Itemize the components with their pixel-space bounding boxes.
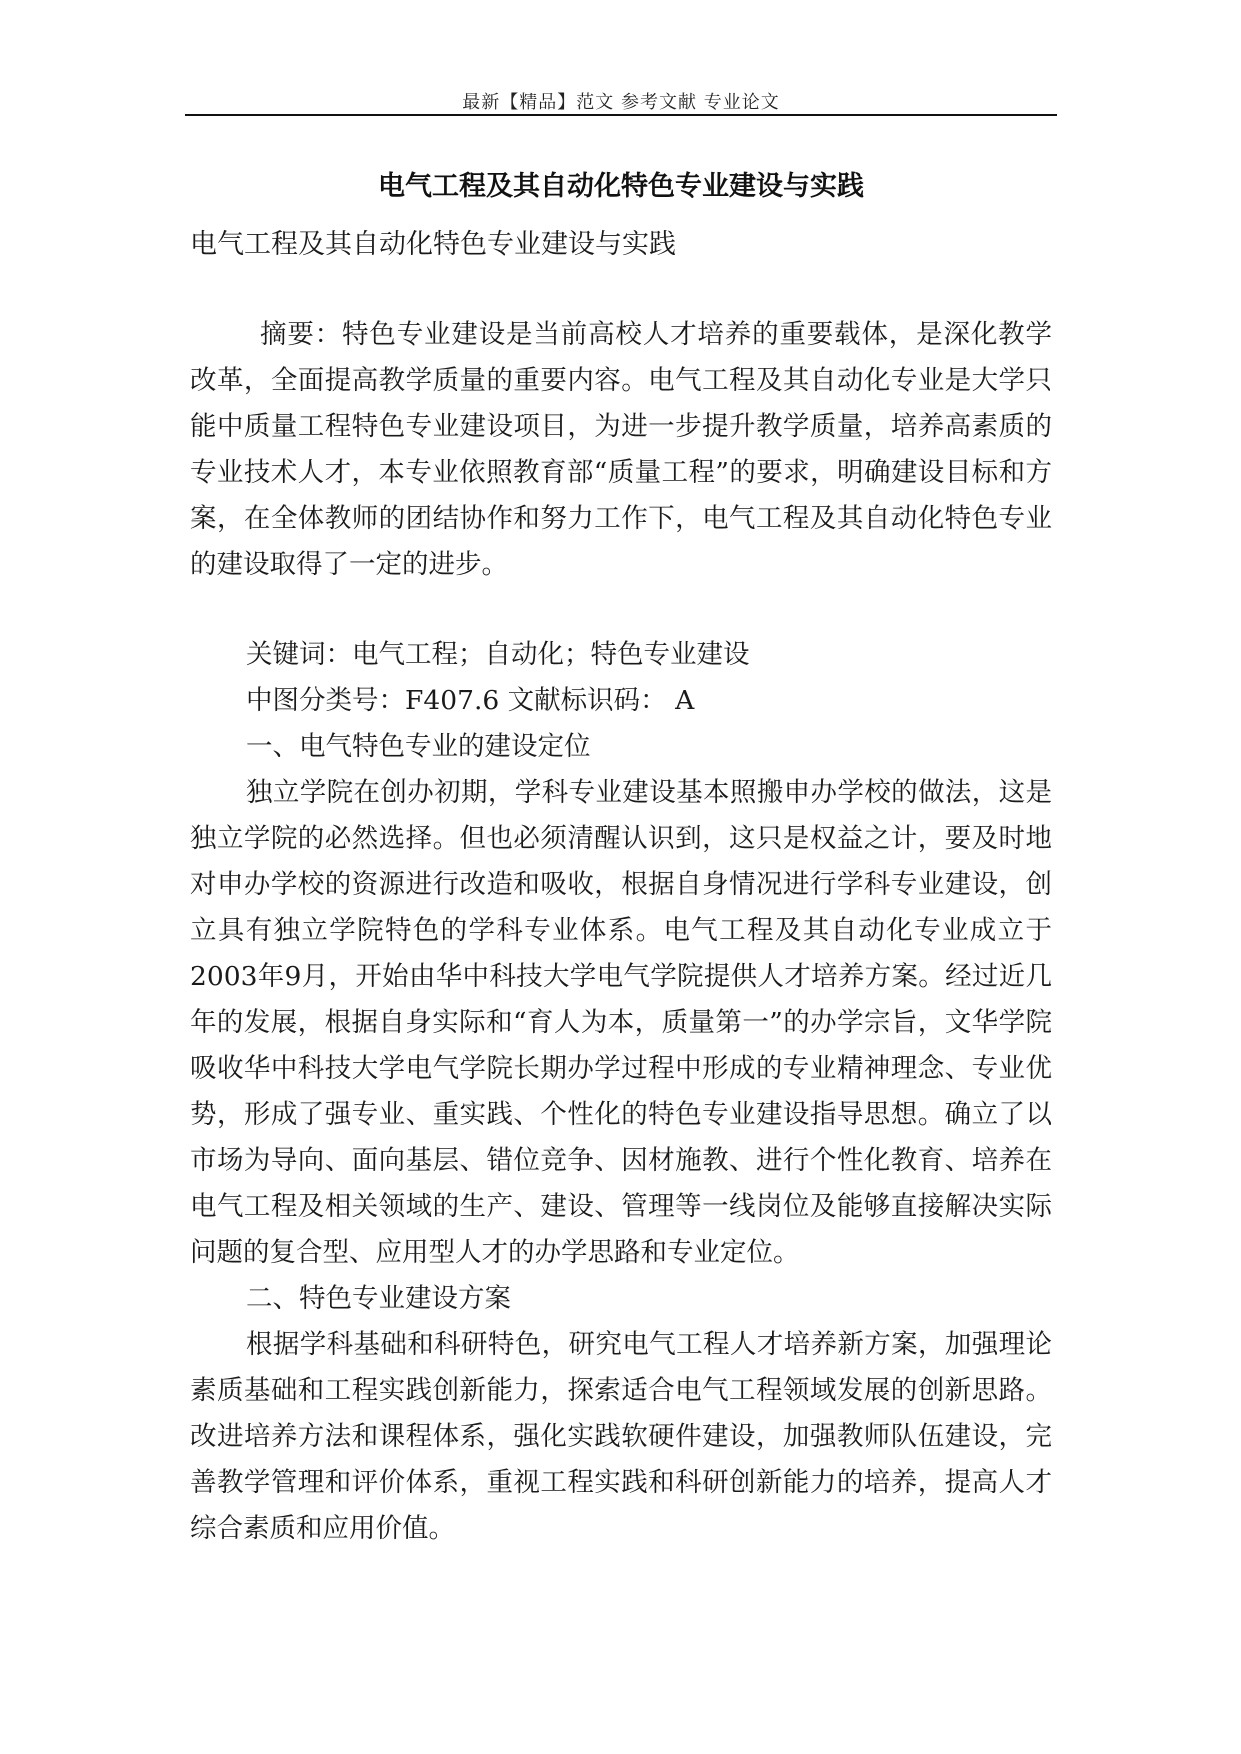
section-2-paragraph: 根据学科基础和科研特色，研究电气工程人才培养新方案，加强理论素质基础和工程实践创新能力，探索适合电气工程领域发展的创新思路。改进培养方法和课程体系，强化实践软硬件建设，加强教师队伍建设，完善教学管理和评价体系，重视工程实践和科研创新能力的培养，提高人才综合素质和应用价值。 — [190, 1329, 1052, 1544]
header-divider — [185, 114, 1057, 116]
main-body — [190, 632, 1052, 1552]
keywords-line: 关键词：电气工程；自动化；特色专业建设 — [246, 639, 750, 670]
section-heading-2: 二、特色专业建设方案 — [246, 1283, 511, 1314]
classification-line: 中图分类号：F407.6 文献标识码： A — [246, 685, 695, 716]
document-subtitle: 电气工程及其自动化特色专业建设与实践 — [190, 229, 676, 260]
section-1-paragraph: 独立学院在创办初期，学科专业建设基本照搬申办学校的做法，这是独立学院的必然选择。但也必须清醒认识到，这只是权益之计，要及时地对申办学校的资源进行改造和吸收，根据自身情况进行学科专业建设，创立具有独立学院特色的学科专业体系。电气工程及其自动化专业成立于2003年9月，开始由华中科技大学电气学院提供人才培养方案。经过近几年的发展，根据自身实际和“育人为本，质量第一”的办学宗旨，文华学院吸收华中科技大学电气学院长期办学过程中形成的专业精神理念、专业优势，形成了强专业、重实践、个性化的特色专业建设指导思想。确立了以市场为导向、面向基层、错位竞争、因材施教、进行个性化教育、培养在电气工程及相关领域的生产、建设、管理等一线岗位及能够直接解决实际问题的复合型、应用型人才的办学思路和专业定位。 — [190, 777, 1052, 1268]
document-title: 电气工程及其自动化特色专业建设与实践 — [378, 171, 864, 202]
section-heading-1: 一、电气特色专业的建设定位 — [246, 731, 591, 762]
page-header: 最新【精品】范文 参考文献 专业论文 — [462, 92, 780, 113]
abstract-paragraph: 摘要：特色专业建设是当前高校人才培养的重要载体，是深化教学改革，全面提高教学质量的重要内容。电气工程及其自动化专业是大学只能中质量工程特色专业建设项目，为进一步提升教学质量，培养高素质的专业技术人才，本专业依照教育部“质量工程”的要求，明确建设目标和方案，在全体教师的团结协作和努力工作下，电气工程及其自动化特色专业的建设取得了一定的进步。 — [190, 319, 1052, 580]
